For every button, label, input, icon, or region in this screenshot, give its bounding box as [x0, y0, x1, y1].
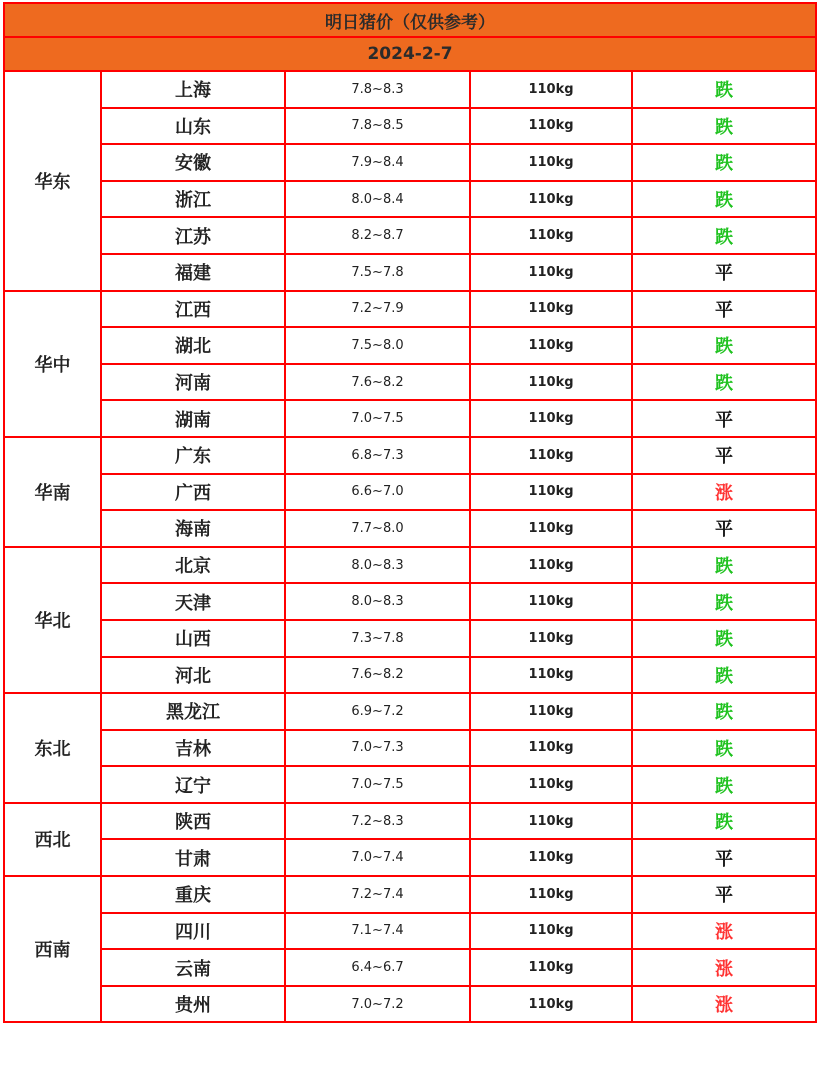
table-row [4, 144, 816, 181]
province-name: 云南 [101, 949, 285, 986]
weight-value: 110kg [470, 254, 632, 291]
weight-value: 110kg [470, 583, 632, 620]
price-range: 7.8~8.5 [285, 108, 470, 145]
province-name: 河北 [101, 657, 285, 694]
province-name: 天津 [101, 583, 285, 620]
price-range: 6.6~7.0 [285, 474, 470, 511]
weight-value: 110kg [470, 510, 632, 547]
weight-value: 110kg [470, 327, 632, 364]
table-row [4, 71, 816, 108]
region-name: 西南 [4, 876, 101, 1022]
table-row [4, 181, 816, 218]
table-row [4, 291, 816, 328]
province-name: 四川 [101, 913, 285, 950]
trend-indicator: 平 [632, 510, 816, 547]
weight-value: 110kg [470, 949, 632, 986]
province-name: 福建 [101, 254, 285, 291]
table-row [4, 474, 816, 511]
price-range: 7.3~7.8 [285, 620, 470, 657]
trend-indicator: 跌 [632, 657, 816, 694]
table-row [4, 730, 816, 767]
province-name: 重庆 [101, 876, 285, 913]
trend-indicator: 跌 [632, 547, 816, 584]
price-range: 7.2~8.3 [285, 803, 470, 840]
trend-indicator: 涨 [632, 986, 816, 1023]
province-name: 江苏 [101, 217, 285, 254]
trend-indicator: 涨 [632, 949, 816, 986]
trend-indicator: 涨 [632, 913, 816, 950]
trend-indicator: 跌 [632, 144, 816, 181]
region-name: 东北 [4, 693, 101, 803]
region-name: 华中 [4, 291, 101, 437]
province-name: 辽宁 [101, 766, 285, 803]
weight-value: 110kg [470, 437, 632, 474]
price-range: 7.5~8.0 [285, 327, 470, 364]
table-row [4, 620, 816, 657]
weight-value: 110kg [470, 986, 632, 1023]
weight-value: 110kg [470, 766, 632, 803]
table-row [4, 839, 816, 876]
price-range: 8.0~8.3 [285, 547, 470, 584]
trend-indicator: 平 [632, 437, 816, 474]
price-range: 8.0~8.3 [285, 583, 470, 620]
trend-indicator: 跌 [632, 108, 816, 145]
weight-value: 110kg [470, 913, 632, 950]
price-range: 7.0~7.5 [285, 766, 470, 803]
trend-indicator: 跌 [632, 693, 816, 730]
table-row [4, 547, 816, 584]
province-name: 山西 [101, 620, 285, 657]
table-row [4, 327, 816, 364]
trend-indicator: 平 [632, 254, 816, 291]
trend-indicator: 跌 [632, 803, 816, 840]
province-name: 上海 [101, 71, 285, 108]
weight-value: 110kg [470, 730, 632, 767]
table-row [4, 913, 816, 950]
table-row [4, 803, 816, 840]
province-name: 广东 [101, 437, 285, 474]
weight-value: 110kg [470, 144, 632, 181]
price-range: 7.0~7.5 [285, 400, 470, 437]
table-row [4, 583, 816, 620]
province-name: 黑龙江 [101, 693, 285, 730]
province-name: 湖南 [101, 400, 285, 437]
province-name: 北京 [101, 547, 285, 584]
province-name: 浙江 [101, 181, 285, 218]
trend-indicator: 跌 [632, 217, 816, 254]
province-name: 广西 [101, 474, 285, 511]
trend-indicator: 平 [632, 839, 816, 876]
price-range: 7.9~8.4 [285, 144, 470, 181]
province-name: 江西 [101, 291, 285, 328]
province-name: 山东 [101, 108, 285, 145]
trend-indicator: 跌 [632, 583, 816, 620]
price-range: 7.5~7.8 [285, 254, 470, 291]
weight-value: 110kg [470, 400, 632, 437]
trend-indicator: 平 [632, 876, 816, 913]
weight-value: 110kg [470, 474, 632, 511]
province-name: 海南 [101, 510, 285, 547]
table-row [4, 657, 816, 694]
table-row [4, 437, 816, 474]
trend-indicator: 跌 [632, 364, 816, 401]
table-row [4, 510, 816, 547]
trend-indicator: 跌 [632, 730, 816, 767]
table-body [4, 3, 816, 1022]
trend-indicator: 跌 [632, 766, 816, 803]
price-range: 7.0~7.3 [285, 730, 470, 767]
table-row [4, 766, 816, 803]
table-row [4, 254, 816, 291]
price-range: 7.6~8.2 [285, 364, 470, 401]
weight-value: 110kg [470, 657, 632, 694]
trend-indicator: 跌 [632, 181, 816, 218]
price-range: 7.0~7.4 [285, 839, 470, 876]
table-row [4, 217, 816, 254]
province-name: 湖北 [101, 327, 285, 364]
price-range: 8.0~8.4 [285, 181, 470, 218]
table-row [4, 108, 816, 145]
province-name: 甘肃 [101, 839, 285, 876]
price-range: 7.2~7.4 [285, 876, 470, 913]
price-range: 8.2~8.7 [285, 217, 470, 254]
table-date: 2024-2-7 [4, 37, 816, 71]
trend-indicator: 跌 [632, 327, 816, 364]
weight-value: 110kg [470, 291, 632, 328]
price-range: 7.6~8.2 [285, 657, 470, 694]
weight-value: 110kg [470, 181, 632, 218]
pig-price-table [3, 2, 817, 1023]
weight-value: 110kg [470, 839, 632, 876]
table-row [4, 949, 816, 986]
price-range: 7.1~7.4 [285, 913, 470, 950]
trend-indicator: 平 [632, 291, 816, 328]
table-title: 明日猪价（仅供参考） [4, 3, 816, 37]
weight-value: 110kg [470, 217, 632, 254]
province-name: 陕西 [101, 803, 285, 840]
trend-indicator: 涨 [632, 474, 816, 511]
trend-indicator: 平 [632, 400, 816, 437]
date-row [4, 37, 816, 71]
weight-value: 110kg [470, 803, 632, 840]
table-row [4, 876, 816, 913]
table-row [4, 364, 816, 401]
weight-value: 110kg [470, 71, 632, 108]
table-row [4, 400, 816, 437]
region-name: 华北 [4, 547, 101, 693]
weight-value: 110kg [470, 693, 632, 730]
price-range: 7.2~7.9 [285, 291, 470, 328]
trend-indicator: 跌 [632, 71, 816, 108]
weight-value: 110kg [470, 620, 632, 657]
weight-value: 110kg [470, 108, 632, 145]
province-name: 贵州 [101, 986, 285, 1023]
price-range: 6.4~6.7 [285, 949, 470, 986]
province-name: 安徽 [101, 144, 285, 181]
province-name: 吉林 [101, 730, 285, 767]
region-name: 西北 [4, 803, 101, 876]
title-row [4, 3, 816, 37]
price-range: 7.7~8.0 [285, 510, 470, 547]
weight-value: 110kg [470, 364, 632, 401]
region-name: 华南 [4, 437, 101, 547]
region-name: 华东 [4, 71, 101, 291]
price-range: 7.0~7.2 [285, 986, 470, 1023]
table-row [4, 693, 816, 730]
price-range: 6.8~7.3 [285, 437, 470, 474]
weight-value: 110kg [470, 547, 632, 584]
trend-indicator: 跌 [632, 620, 816, 657]
price-table-container [3, 2, 815, 1023]
table-row [4, 986, 816, 1023]
weight-value: 110kg [470, 876, 632, 913]
province-name: 河南 [101, 364, 285, 401]
price-range: 6.9~7.2 [285, 693, 470, 730]
price-range: 7.8~8.3 [285, 71, 470, 108]
